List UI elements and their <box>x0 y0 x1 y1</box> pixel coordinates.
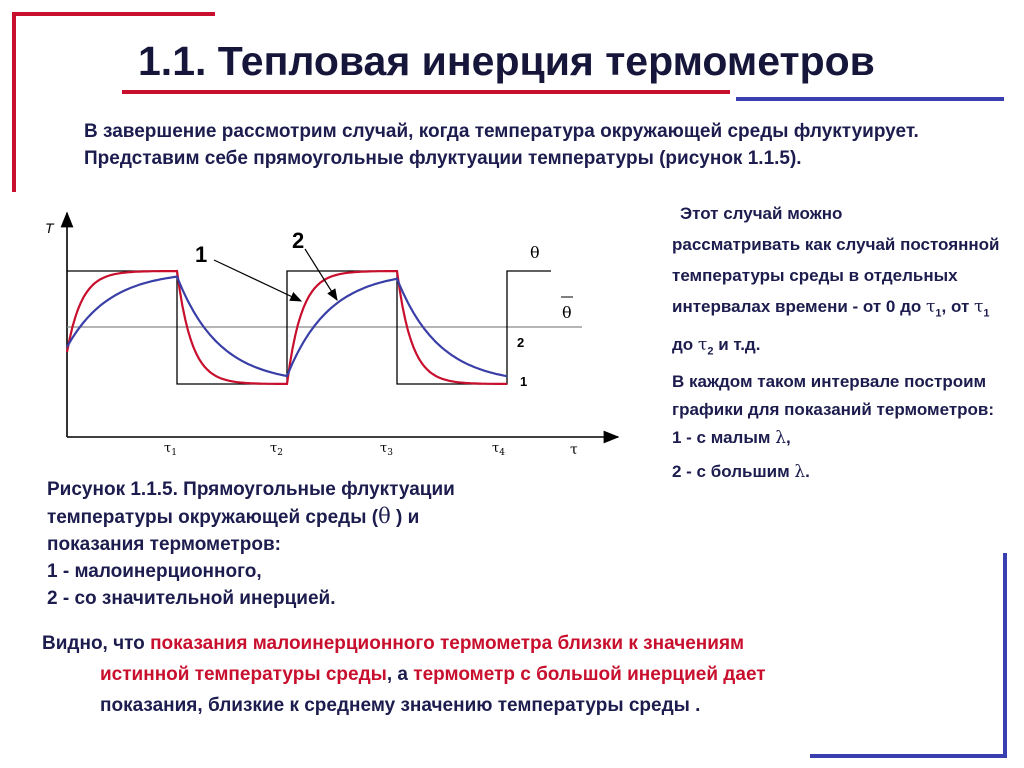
caption-theta: θ <box>378 504 391 528</box>
tick-label-tau3: $\tau_3$ <box>380 441 393 458</box>
note-mid: , от <box>941 297 970 316</box>
caption-lead: Рисунок 1.1.5. Прямоугольные флуктуации <box>47 479 455 500</box>
note-sub-1a: 1 <box>935 307 942 320</box>
conclusion-r3: термометр с большой инерцией дает <box>413 664 766 685</box>
note-sub-2: 2 <box>707 345 714 358</box>
title-underline-blue <box>736 97 1004 101</box>
conclusion-r2: истинной температуры среды <box>100 664 387 685</box>
tick-label-tau1: $\tau_1$ <box>164 441 177 458</box>
title-underline-red <box>122 90 730 94</box>
figure-caption <box>47 476 607 612</box>
tick-label-tau2: $\tau_2$ <box>270 441 283 458</box>
tick-label-tau4: $\tau_4$ <box>492 441 505 458</box>
side-note <box>672 198 1002 486</box>
y-axis-label: T <box>45 220 54 236</box>
note-rest: рассматривать как случай постоянной температуры среды в отдельных интервалах времени - от 0 до <box>672 235 1000 316</box>
callout-2: 2 <box>292 228 305 253</box>
note-lambda-2: λ <box>794 461 806 482</box>
note-upto: до <box>672 335 694 355</box>
conclusion-paragraph <box>42 628 962 721</box>
frame-top-red-line <box>12 12 215 16</box>
note-item-2: 2 - с большим λ. <box>672 461 810 482</box>
callout-2-leader <box>305 249 337 300</box>
slide-title: 1.1. Тепловая инерция термометров <box>138 38 875 84</box>
conclusion-w3: показания, близкие к среднему значению температуры среды . <box>100 695 701 716</box>
x-axis-label: τ <box>570 442 578 458</box>
frame-left-red-line <box>12 12 16 192</box>
frame-right-blue-line <box>1003 553 1007 758</box>
caption-line5: 2 - со значительной инерцией. <box>47 588 336 609</box>
conclusion-w2: , а <box>386 664 408 685</box>
note-sub-1b: 1 <box>983 307 990 320</box>
label-curve-2-end: 2 <box>517 335 525 350</box>
conclusion-r1: показания малоинерционного термометра близки к значениям <box>150 633 745 654</box>
frame-bottom-blue-line <box>810 754 1007 758</box>
caption-line4: 1 - малоинерционного, <box>47 561 262 582</box>
caption-line3: показания термометров: <box>47 534 281 555</box>
caption-mid-post: ) и <box>390 507 420 528</box>
note-lambda-1: λ <box>775 427 786 448</box>
callout-1-leader <box>214 260 301 301</box>
note-tau-a: τ <box>926 297 936 317</box>
note-first-line: Этот случай можно <box>680 204 843 223</box>
conclusion-w1: Видно, что <box>42 633 145 654</box>
note-paragraph-1 <box>672 198 1002 368</box>
label-theta-mean: θ <box>562 303 572 322</box>
caption-mid-pre: температуры окружающей среды ( <box>47 507 379 528</box>
note-item-1: 1 - с малым λ, <box>672 427 791 448</box>
fluctuation-chart <box>30 205 630 465</box>
callout-1: 1 <box>195 242 208 267</box>
note-tau-c: τ <box>697 335 708 356</box>
intro-paragraph: В завершение рассмотрим случай, когда температура окружающей среды флуктуирует. Представим себе прямоугольные флуктуации температуры (рисунок 1.1.5). <box>84 121 919 169</box>
label-theta: θ <box>530 243 540 262</box>
note-tau-b: τ <box>974 297 984 317</box>
note-etc: и т.д. <box>718 335 761 355</box>
note-paragraph-2: В каждом таком интервале построим графики для показаний термометров: <box>672 371 995 419</box>
label-curve-1-end: 1 <box>520 374 528 389</box>
